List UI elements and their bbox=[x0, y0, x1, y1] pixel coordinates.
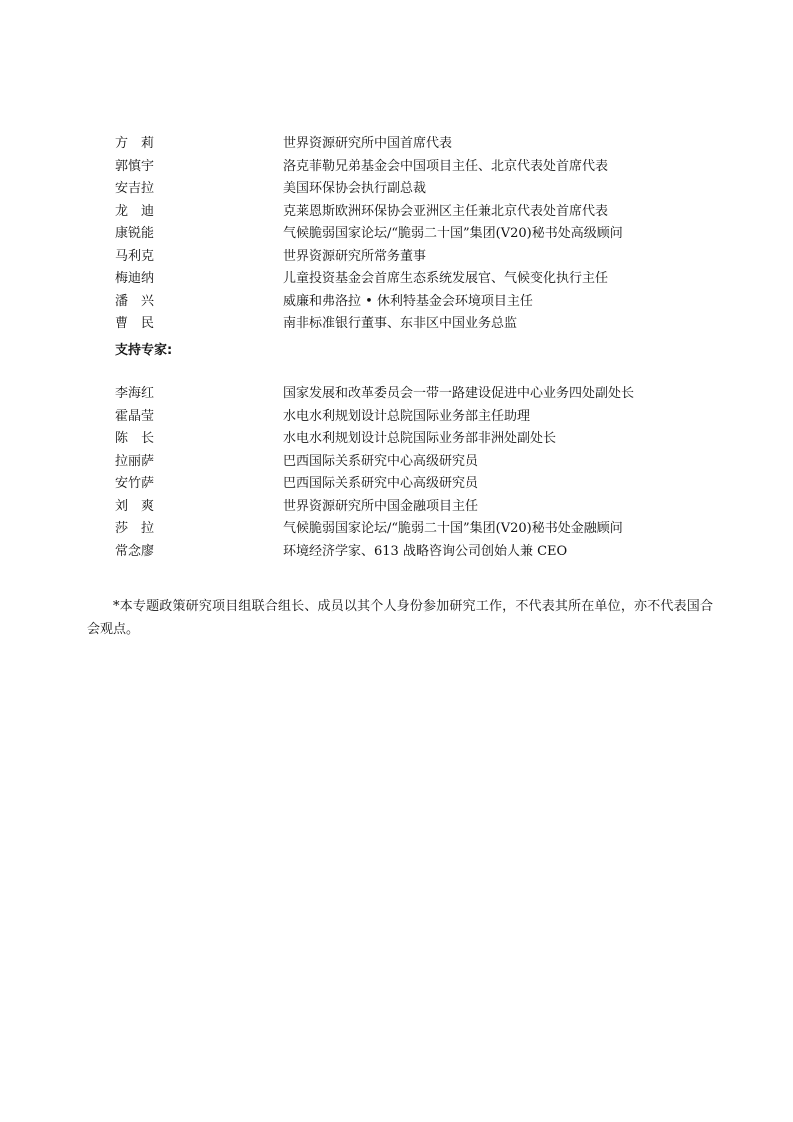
expert-row bbox=[115, 451, 715, 474]
expert-name: 莎 拉 bbox=[115, 521, 155, 536]
expert-name: 安竹萨 bbox=[115, 476, 155, 491]
member-role: 世界资源研究所中国首席代表 bbox=[283, 136, 453, 151]
expert-row bbox=[115, 428, 715, 451]
expert-role: 气候脆弱国家论坛/“脆弱二十国”集团(V20)秘书处金融顾问 bbox=[283, 521, 623, 536]
expert-role: 巴西国际关系研究中心高级研究员 bbox=[283, 453, 479, 469]
member-role: 世界资源研究所常务董事 bbox=[283, 248, 427, 264]
member-row bbox=[115, 156, 715, 179]
member-name: 潘 兴 bbox=[115, 293, 155, 309]
member-row bbox=[115, 223, 715, 246]
expert-row bbox=[115, 541, 715, 564]
disclaimer-note: *本专题政策研究项目组联合组长、成员以其个人身份参加研究工作，不代表其所在单位，亦不代表国合会观点。 bbox=[87, 599, 713, 637]
expert-list bbox=[115, 383, 715, 563]
member-name: 马利克 bbox=[115, 248, 155, 264]
member-role: 克莱恩斯欧洲环保协会亚洲区主任兼北京代表处首席代表 bbox=[283, 203, 609, 219]
member-role: 气候脆弱国家论坛/“脆弱二十国”集团(V20)秘书处高级顾问 bbox=[283, 226, 623, 241]
member-name: 安吉拉 bbox=[115, 181, 155, 196]
expert-row bbox=[115, 496, 715, 519]
expert-row bbox=[115, 383, 715, 406]
member-role: 南非标准银行董事、东非区中国业务总监 bbox=[283, 316, 518, 331]
expert-name: 霍晶莹 bbox=[115, 408, 155, 424]
expert-name: 拉丽萨 bbox=[115, 453, 155, 469]
expert-name: 刘 爽 bbox=[115, 498, 155, 514]
member-role: 美国环保协会执行副总裁 bbox=[283, 181, 427, 196]
member-name: 曹 民 bbox=[115, 316, 155, 331]
expert-name: 常念廖 bbox=[115, 543, 155, 559]
expert-role: 巴西国际关系研究中心高级研究员 bbox=[283, 476, 479, 491]
expert-role: 国家发展和改革委员会一带一路建设促进中心业务四处副处长 bbox=[283, 386, 635, 401]
expert-role: 水电水利规划设计总院国际业务部主任助理 bbox=[283, 408, 531, 424]
member-row bbox=[115, 313, 715, 336]
member-row bbox=[115, 201, 715, 224]
member-role: 儿童投资基金会首席生态系统发展官、气候变化执行主任 bbox=[283, 271, 609, 286]
member-row bbox=[115, 291, 715, 314]
member-name: 方 莉 bbox=[115, 136, 155, 151]
member-row bbox=[115, 246, 715, 269]
member-name: 郭慎宇 bbox=[115, 158, 155, 174]
member-role: 洛克菲勒兄弟基金会中国项目主任、北京代表处首席代表 bbox=[283, 158, 609, 174]
experts-section-title: 支持专家: bbox=[115, 343, 173, 358]
member-role: 威廉和弗洛拉 • 休利特基金会环境项目主任 bbox=[283, 293, 533, 309]
member-name: 梅迪纳 bbox=[115, 271, 155, 286]
expert-role: 世界资源研究所中国金融项目主任 bbox=[283, 498, 479, 514]
member-row bbox=[115, 133, 715, 156]
member-list bbox=[115, 133, 715, 336]
member-row bbox=[115, 268, 715, 291]
expert-row bbox=[115, 473, 715, 496]
expert-role: 水电水利规划设计总院国际业务部非洲处副处长 bbox=[283, 431, 557, 446]
expert-name: 李海红 bbox=[115, 386, 155, 401]
expert-name: 陈 长 bbox=[115, 431, 155, 446]
member-name: 康锐能 bbox=[115, 226, 155, 241]
expert-role: 环境经济学家、613 战略咨询公司创始人兼 CEO bbox=[283, 543, 568, 559]
expert-row bbox=[115, 406, 715, 429]
member-name: 龙 迪 bbox=[115, 203, 155, 219]
member-row bbox=[115, 178, 715, 201]
expert-row bbox=[115, 518, 715, 541]
